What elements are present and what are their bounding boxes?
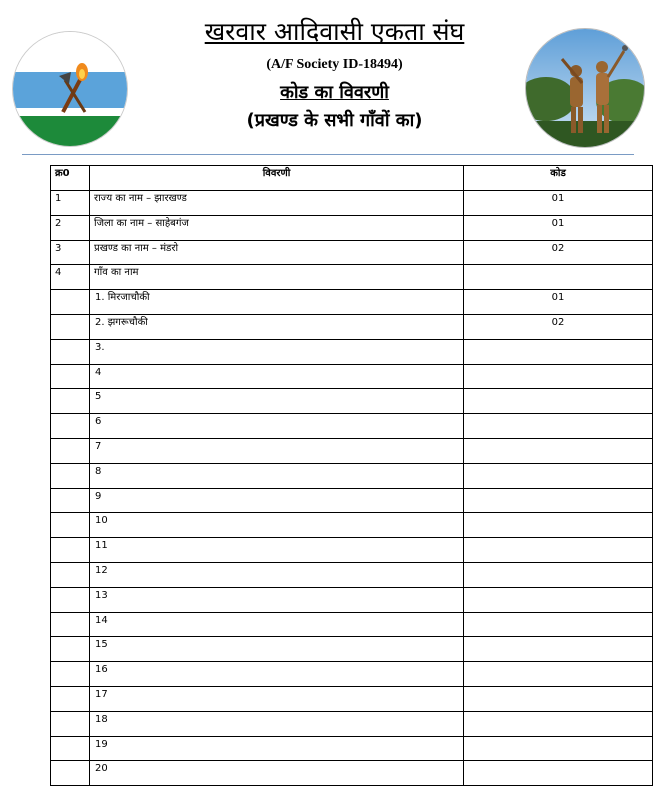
- description-cell: 14: [90, 612, 464, 637]
- table-row: [51, 562, 653, 587]
- code-cell: [464, 538, 653, 563]
- description-cell: 7: [90, 438, 464, 463]
- code-cell: [464, 612, 653, 637]
- description-cell: 1. मिरजाचौकी: [90, 290, 464, 315]
- serial-cell: 3: [51, 240, 90, 265]
- code-cell: [464, 662, 653, 687]
- table-row: [51, 736, 653, 761]
- code-cell: [464, 736, 653, 761]
- table-row: [51, 612, 653, 637]
- table-header-row: [51, 166, 653, 191]
- serial-cell: [51, 290, 90, 315]
- table-row: [51, 488, 653, 513]
- serial-cell: [51, 438, 90, 463]
- description-cell: गाँव का नाम: [90, 265, 464, 290]
- description-cell: 17: [90, 686, 464, 711]
- description-cell: 12: [90, 562, 464, 587]
- code-cell: 01: [464, 191, 653, 216]
- code-cell: [464, 414, 653, 439]
- description-cell: 8: [90, 463, 464, 488]
- serial-cell: [51, 587, 90, 612]
- description-cell: 19: [90, 736, 464, 761]
- code-cell: [464, 761, 653, 786]
- table-row: [51, 215, 653, 240]
- page-subtitle: कोड का विवरणी: [280, 82, 389, 103]
- serial-cell: [51, 761, 90, 786]
- description-cell: 6: [90, 414, 464, 439]
- serial-cell: 4: [51, 265, 90, 290]
- column-header-code: कोड: [464, 166, 653, 191]
- table-row: [51, 265, 653, 290]
- description-cell: 3.: [90, 339, 464, 364]
- serial-cell: [51, 314, 90, 339]
- table-row: [51, 637, 653, 662]
- code-cell: [464, 389, 653, 414]
- description-cell: 2. झगरूचौकी: [90, 314, 464, 339]
- table-row: [51, 662, 653, 687]
- table-row: [51, 463, 653, 488]
- serial-cell: [51, 488, 90, 513]
- code-cell: [464, 637, 653, 662]
- description-cell: 18: [90, 711, 464, 736]
- serial-cell: [51, 414, 90, 439]
- serial-cell: [51, 339, 90, 364]
- serial-cell: [51, 662, 90, 687]
- serial-cell: [51, 612, 90, 637]
- serial-cell: [51, 389, 90, 414]
- serial-cell: 2: [51, 215, 90, 240]
- serial-cell: [51, 562, 90, 587]
- table-row: [51, 364, 653, 389]
- serial-cell: [51, 364, 90, 389]
- code-cell: [464, 339, 653, 364]
- description-cell: जिला का नाम – साहेबगंज: [90, 215, 464, 240]
- society-id: (A/F Society ID-18494): [266, 57, 403, 72]
- description-cell: 20: [90, 761, 464, 786]
- table-row: [51, 761, 653, 786]
- table-row: [51, 513, 653, 538]
- table-row: [51, 587, 653, 612]
- code-cell: 01: [464, 290, 653, 315]
- code-cell: 02: [464, 240, 653, 265]
- table-row: [51, 240, 653, 265]
- table-row: [51, 438, 653, 463]
- table-row: [51, 339, 653, 364]
- code-cell: [464, 438, 653, 463]
- description-cell: 5: [90, 389, 464, 414]
- table-row: [51, 191, 653, 216]
- serial-cell: [51, 711, 90, 736]
- code-table: [50, 165, 653, 786]
- table-row: [51, 414, 653, 439]
- code-cell: [464, 711, 653, 736]
- column-header-serial: क्र0: [51, 166, 90, 191]
- table-row: [51, 290, 653, 315]
- code-cell: 02: [464, 314, 653, 339]
- code-cell: [464, 463, 653, 488]
- page-title: खरवार आदिवासी एकता संघ: [204, 17, 465, 46]
- page-subtitle-scope: (प्रखण्ड के सभी गाँवों का): [246, 110, 423, 131]
- code-cell: [464, 488, 653, 513]
- description-cell: प्रखण्ड का नाम – मंडरो: [90, 240, 464, 265]
- description-cell: 15: [90, 637, 464, 662]
- code-cell: [464, 364, 653, 389]
- description-cell: 13: [90, 587, 464, 612]
- serial-cell: [51, 513, 90, 538]
- serial-cell: [51, 637, 90, 662]
- table-row: [51, 314, 653, 339]
- column-header-description: विवरणी: [90, 166, 464, 191]
- table-row: [51, 538, 653, 563]
- description-cell: 4: [90, 364, 464, 389]
- table-row: [51, 711, 653, 736]
- table-row: [51, 389, 653, 414]
- serial-cell: [51, 538, 90, 563]
- code-cell: [464, 686, 653, 711]
- serial-cell: 1: [51, 191, 90, 216]
- description-cell: 11: [90, 538, 464, 563]
- code-cell: [464, 265, 653, 290]
- header-divider: [22, 154, 634, 155]
- code-cell: [464, 562, 653, 587]
- description-cell: 9: [90, 488, 464, 513]
- description-cell: 16: [90, 662, 464, 687]
- code-cell: 01: [464, 215, 653, 240]
- serial-cell: [51, 463, 90, 488]
- serial-cell: [51, 686, 90, 711]
- serial-cell: [51, 736, 90, 761]
- code-cell: [464, 587, 653, 612]
- description-cell: राज्य का नाम – झारखण्ड: [90, 191, 464, 216]
- code-cell: [464, 513, 653, 538]
- description-cell: 10: [90, 513, 464, 538]
- table-row: [51, 686, 653, 711]
